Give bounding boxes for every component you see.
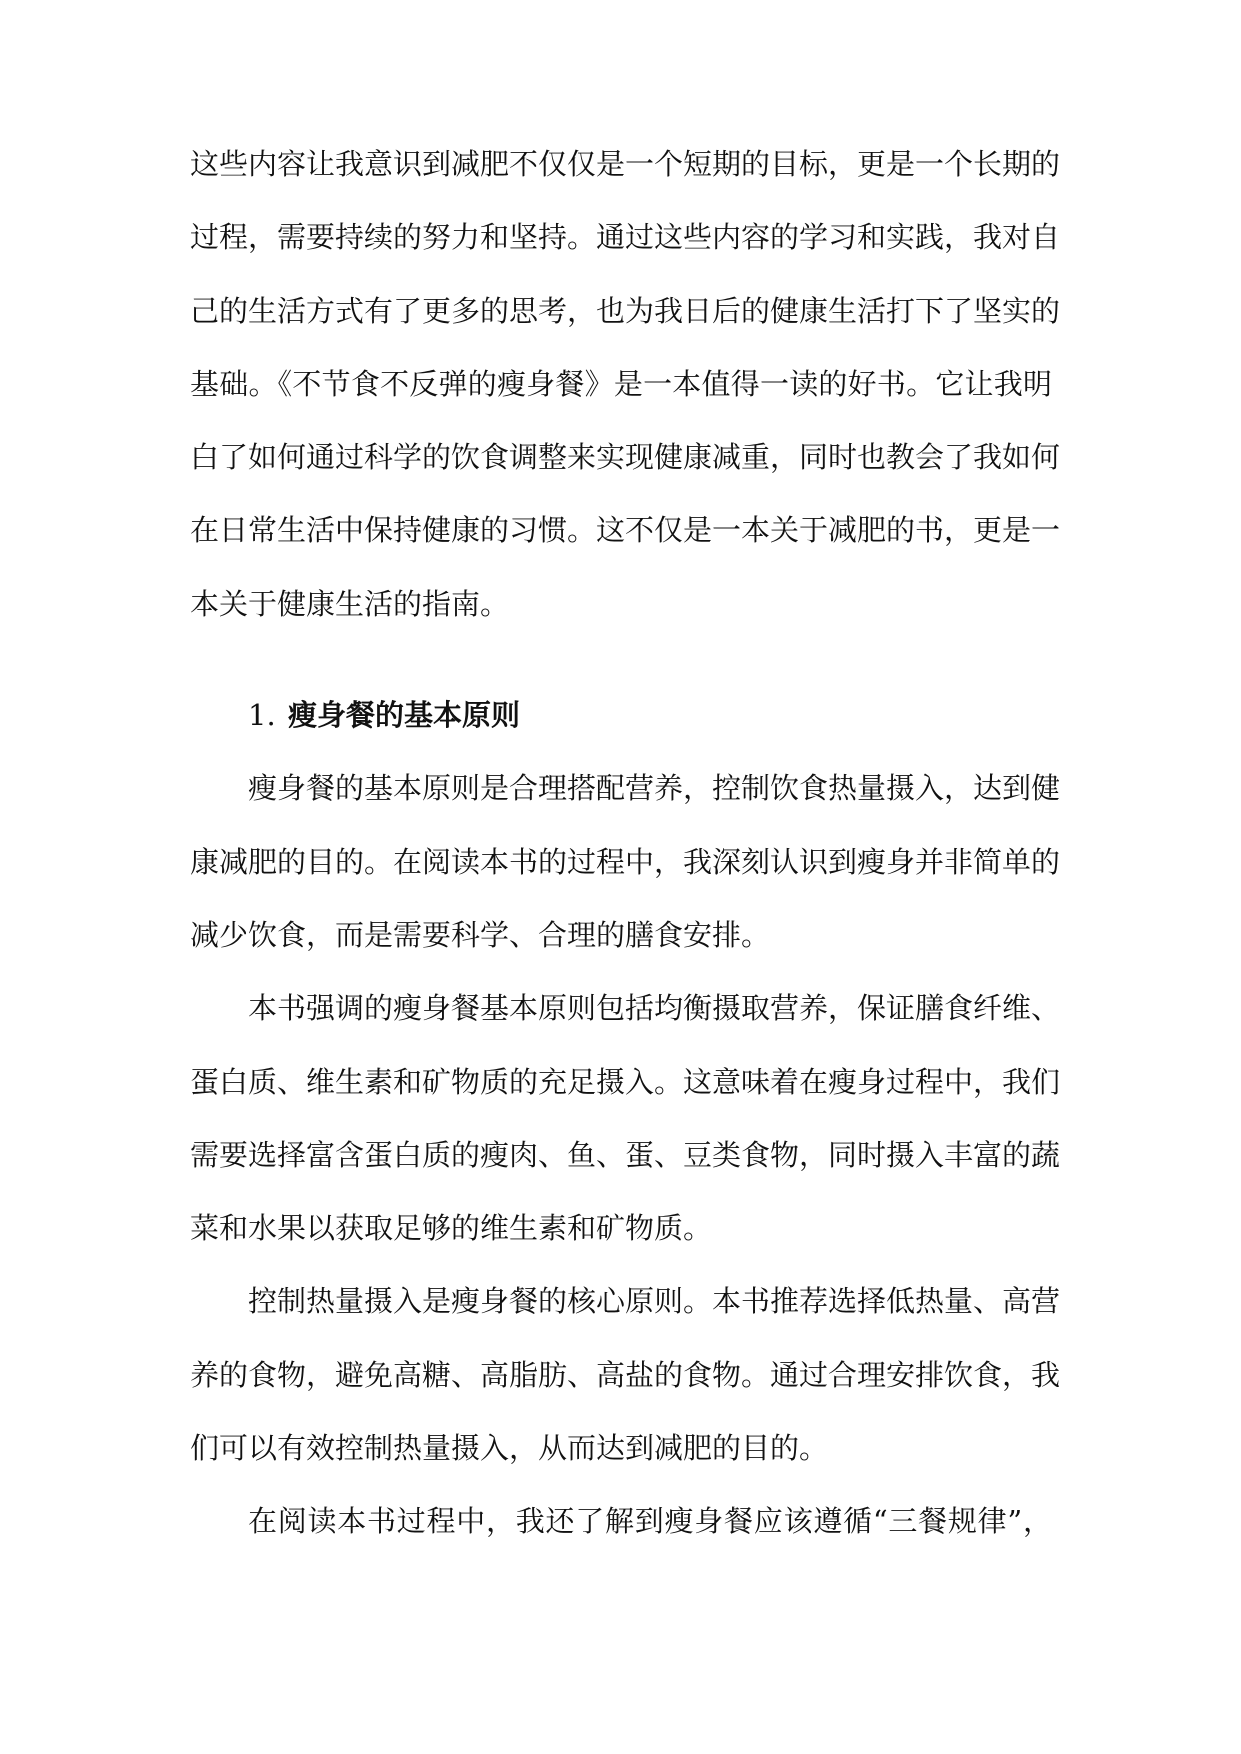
paragraph bbox=[190, 1501, 1052, 1574]
text-line: 蛋白质、维生素和矿物质的充足摄入。这意味着在瘦身过程中，我们 bbox=[190, 1064, 1061, 1099]
text-line: 过程，需要持续的努力和坚持。通过这些内容的学习和实践，我对自 bbox=[190, 220, 1061, 255]
text-line: 康减肥的目的。在阅读本书的过程中，我深刻认识到瘦身并非简单的 bbox=[190, 844, 1061, 879]
text-line: 白了如何通过科学的饮食调整来实现健康减重，同时也教会了我如何 bbox=[190, 440, 1061, 475]
text-line: 控制热量摄入是瘦身餐的核心原则。本书推荐选择低热量、高营 bbox=[248, 1284, 1061, 1319]
text-line: 在日常生活中保持健康的习惯。这不仅是一本关于减肥的书，更是一 bbox=[190, 513, 1061, 548]
text-line: 基础。《不节食不反弹的瘦身餐》是一本值得一读的好书。它让我明 bbox=[190, 366, 1052, 401]
section-heading bbox=[190, 695, 1052, 768]
paragraph bbox=[190, 988, 1061, 1281]
text-line: 需要选择富含蛋白质的瘦肉、鱼、蛋、豆类食物，同时摄入丰富的蔬 bbox=[190, 1137, 1061, 1172]
paragraph-gap bbox=[190, 657, 1052, 695]
heading-number: 1. bbox=[248, 698, 276, 733]
document-body bbox=[190, 144, 1061, 1575]
paragraph bbox=[190, 144, 1061, 657]
heading-title: 瘦身餐的基本原则 bbox=[288, 698, 521, 733]
text-line: 在阅读本书过程中，我还了解到瘦身餐应该遵循“三餐规律”， bbox=[248, 1504, 1052, 1539]
text-line: 菜和水果以获取足够的维生素和矿物质。 bbox=[190, 1211, 713, 1246]
text-line: 本书强调的瘦身餐基本原则包括均衡摄取营养，保证膳食纤维、 bbox=[248, 991, 1061, 1026]
paragraph bbox=[190, 1281, 1061, 1501]
text-line: 减少饮食，而是需要科学、合理的膳食安排。 bbox=[190, 917, 771, 952]
text-line: 本关于健康生活的指南。 bbox=[190, 586, 510, 621]
text-line: 己的生活方式有了更多的思考，也为我日后的健康生活打下了坚实的 bbox=[190, 293, 1061, 328]
text-line: 瘦身餐的基本原则是合理搭配营养，控制饮食热量摄入，达到健 bbox=[248, 771, 1061, 806]
text-line: 们可以有效控制热量摄入，从而达到减肥的目的。 bbox=[190, 1431, 829, 1466]
paragraph bbox=[190, 768, 1061, 988]
text-line: 养的食物，避免高糖、高脂肪、高盐的食物。通过合理安排饮食，我 bbox=[190, 1357, 1061, 1392]
text-line: 这些内容让我意识到减肥不仅仅是一个短期的目标，更是一个长期的 bbox=[190, 147, 1061, 181]
